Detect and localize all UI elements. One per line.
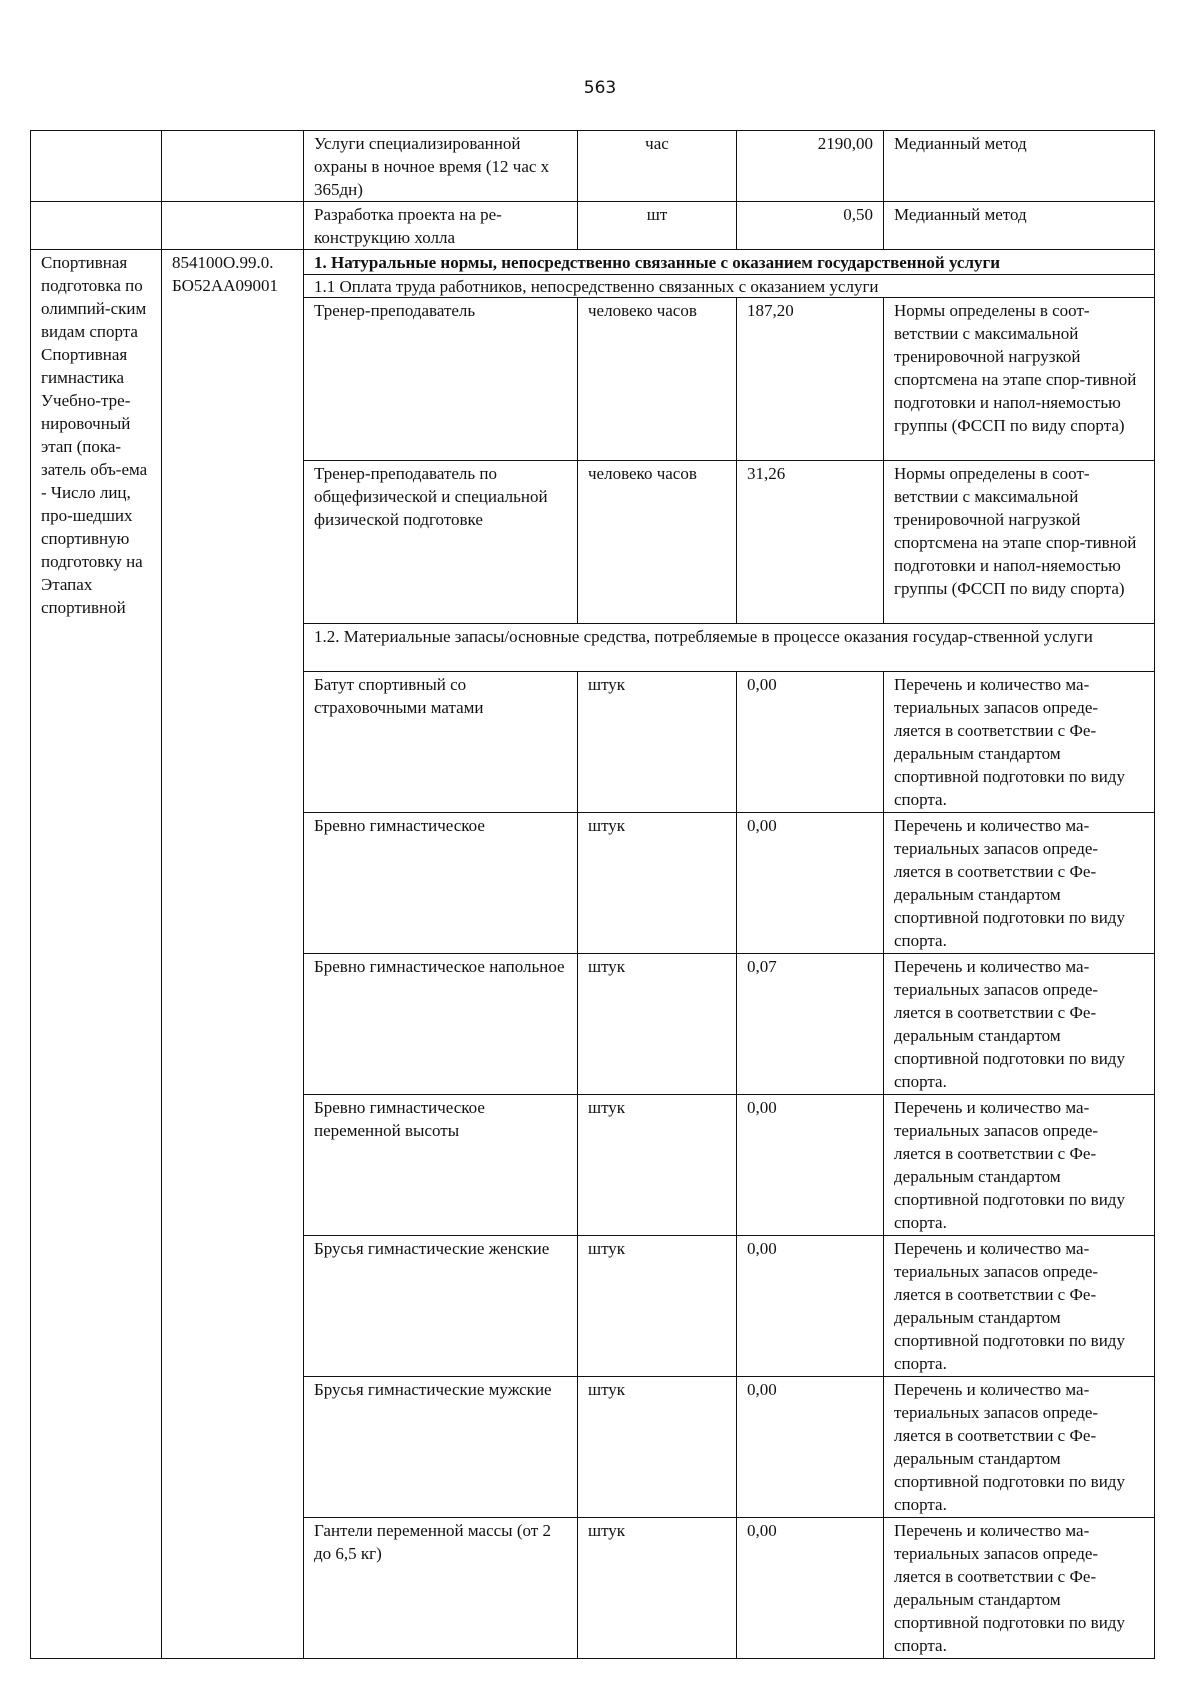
empty-cell <box>162 202 304 250</box>
section-heading: 1. Натуральные нормы, непосредственно связанные с оказанием государственной услуги <box>304 250 1155 275</box>
resource-name: Брусья гимнастические мужские <box>304 1377 578 1518</box>
page-number: 563 <box>583 78 617 98</box>
note-cell: Перечень и количество ма-териальных запасов опреде-ляется в соответствии с Фе-деральным стандартом спортивной подготовки по виду спорта. <box>884 672 1155 813</box>
empty-cell <box>31 131 162 202</box>
unit-cell: час <box>578 131 737 202</box>
note-cell: Перечень и количество ма-териальных запасов опреде-ляется в соответствии с Фе-деральным стандартом спортивной подготовки по виду спорта. <box>884 954 1155 1095</box>
norms-table <box>30 130 1155 1659</box>
note-cell: Перечень и количество ма-териальных запасов опреде-ляется в соответствии с Фе-деральным стандартом спортивной подготовки по виду спорта. <box>884 1377 1155 1518</box>
value-cell: 0,00 <box>737 1377 884 1518</box>
resource-name: Разработка проекта на ре-конструкцию холла <box>304 202 578 250</box>
unit-cell: штук <box>578 954 737 1095</box>
note-cell: Перечень и количество ма-териальных запасов опреде-ляется в соответствии с Фе-деральным стандартом спортивной подготовки по виду спорта. <box>884 1095 1155 1236</box>
table-row <box>31 250 1155 275</box>
resource-name: Батут спортивный со страховочными матами <box>304 672 578 813</box>
unit-cell: человеко часов <box>578 298 737 461</box>
value-cell: 0,00 <box>737 1518 884 1659</box>
note-cell: Перечень и количество ма-териальных запасов опреде-ляется в соответствии с Фе-деральным стандартом спортивной подготовки по виду спорта. <box>884 1236 1155 1377</box>
unit-cell: штук <box>578 1377 737 1518</box>
note-cell: Перечень и количество ма-териальных запасов опреде-ляется в соответствии с Фе-деральным стандартом спортивной подготовки по виду спорта. <box>884 1518 1155 1659</box>
unit-cell: штук <box>578 672 737 813</box>
value-cell: 31,26 <box>737 461 884 624</box>
unit-cell: штук <box>578 1095 737 1236</box>
value-cell: 0,07 <box>737 954 884 1095</box>
empty-cell <box>162 131 304 202</box>
value-cell: 0,50 <box>737 202 884 250</box>
unit-cell: штук <box>578 1236 737 1377</box>
resource-name: Гантели переменной массы (от 2 до 6,5 кг) <box>304 1518 578 1659</box>
note-cell: Нормы определены в соот-ветствии с максимальной тренировочной нагрузкой спортсмена на этапе спор-тивной подготовки и напол-няемостью группы (ФССП по виду спорта) <box>884 461 1155 624</box>
table-row <box>31 131 1155 202</box>
note-cell: Нормы определены в соот-ветствии с максимальной тренировочной нагрузкой спортсмена на этапе спор-тивной подготовки и напол-няемостью группы (ФССП по виду спорта) <box>884 298 1155 461</box>
note-cell: Перечень и количество ма-териальных запасов опреде-ляется в соответствии с Фе-деральным стандартом спортивной подготовки по виду спорта. <box>884 813 1155 954</box>
empty-cell <box>31 202 162 250</box>
value-cell: 187,20 <box>737 298 884 461</box>
unit-cell: человеко часов <box>578 461 737 624</box>
value-cell: 0,00 <box>737 1095 884 1236</box>
value-cell: 2190,00 <box>737 131 884 202</box>
resource-name: Тренер-преподаватель <box>304 298 578 461</box>
resource-name: Тренер-преподаватель по общефизической и специальной физической подготовке <box>304 461 578 624</box>
resource-name: Бревно гимнастическое переменной высоты <box>304 1095 578 1236</box>
value-cell: 0,00 <box>737 1236 884 1377</box>
resource-name: Бревно гимнастическое <box>304 813 578 954</box>
service-name: Спортивная подготовка по олимпий-ским видам спорта Спортивная гимнастика Учебно-тре-нировочный этап (пока-затель объ-ема - Число лиц, про-шедших спортивную подготовку на Этапах спортивной <box>31 250 162 1659</box>
resource-name: Услуги специализированной охраны в ночное время (12 час х 365дн) <box>304 131 578 202</box>
value-cell: 0,00 <box>737 672 884 813</box>
unit-cell: штук <box>578 1518 737 1659</box>
unit-cell: шт <box>578 202 737 250</box>
unit-cell: штук <box>578 813 737 954</box>
subsection-heading: 1.2. Материальные запасы/основные средства, потребляемые в процессе оказания государ-ственной услуги <box>304 624 1155 672</box>
resource-name: Брусья гимнастические женские <box>304 1236 578 1377</box>
service-code: 854100О.99.0. БО52АА09001 <box>162 250 304 1659</box>
method-cell: Медианный метод <box>884 131 1155 202</box>
table-row <box>31 202 1155 250</box>
resource-name: Бревно гимнастическое напольное <box>304 954 578 1095</box>
value-cell: 0,00 <box>737 813 884 954</box>
method-cell: Медианный метод <box>884 202 1155 250</box>
subsection-heading: 1.1 Оплата труда работников, непосредственно связанных с оказанием услуги <box>304 275 1155 298</box>
